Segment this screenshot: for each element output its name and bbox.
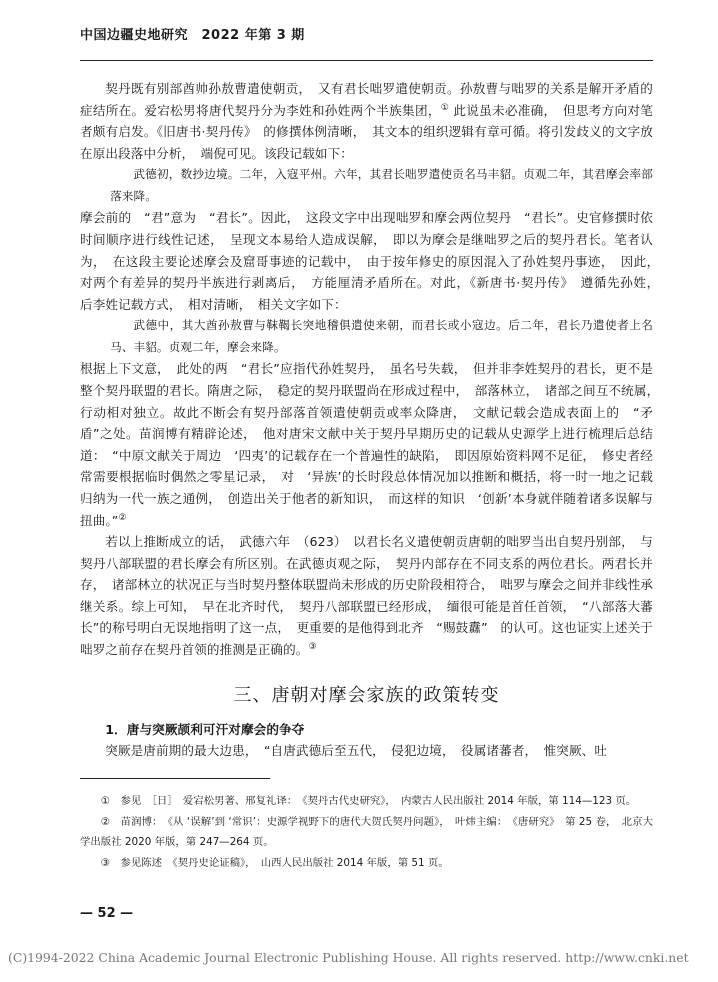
footnote-ref-3[interactable]: ③ [308,641,317,652]
block-quote-2: 武德中，其大酋孙敖曹与靺鞨长突地稽俱遣使来朝，而君长或小寇边。后二年，君长乃遣使者上名马、丰貂。贞观二年，摩会来降。 [110,318,653,354]
paragraph-3-text: 根据上下文意， 此处的两 “君长”应指代孙姓契丹， 虽名号失载， 但并非李姓契丹的君长，更不是整个契丹联盟的君长。隋唐之际， 稳定的契丹联盟尚在形成过程中， 部落林立， 诸部之间互不统属， 行动相对独立。故此不断会有契丹部落首领遣使朝贡或率众降唐， 文献记载会造成表面上的 “矛盾”之处。苗润博有精辟论述， 他对唐宋文献中关于契丹早期历史的记载从史源学上进行梳理后总结道： “中原文献关于周边 ‘四夷’的记载存在一个普遍性的缺陷， 即因原始资料网不足征， 修史者经常需要根据临时偶然之零星记录， 对 ‘异族’的长时段总体情况加以推断和概括，将一时一地之记载归纳为一代一族之通例， 创造出关于他者的新知识， 而这样的知识 ‘创新’本身就伴随着诸多误解与扭曲。” [80,361,666,528]
running-header: 中国边疆史地研究 2022 年第 3 期 [80,28,305,43]
block-quote-1: 武德初，数抄边境。二年，入寇平州。六年，其君长咄罗遣使贡名马丰貂。贞观二年，其君摩会率部落来降。 [110,167,653,203]
paragraph-2: 摩会前的 “君”意为 “君长”。因此， 这段文字中出现咄罗和摩会两位契丹 “君长”。史官修撰时依时间顺序进行线性记述， 呈现文本易给人造成误解， 即以为摩会是继咄罗之后的契丹君长。笔者认为， 在这段主要论述摩会及窟哥事迹的记载中， 由于按年修史的原因混入了孙姓契丹事迹， 因此， 对两个有差异的契丹半族进行剥离后， 方能厘清矛盾所在。对此，《新唐书·契丹传》 遵循先孙姓， 后李姓记载方式， 相对清晰， 相关文字如下： [80,210,666,312]
paragraph-1-text-end: 此说虽未必准确， 但思考方向对笔者颇有启发。《旧唐书·契丹传》 的修撰体例清晰， 其文本的组织逻辑有章可循。将引发歧义的文字放在原出段落中分析， 端倪可见。该段记载如下： [80,102,653,161]
footnote-2: ② 苗润博： 《从 ‘误解’到 ‘常识’：史源学视野下的唐代大贺氏契丹问题》， 叶炜主编： 《唐研究》 第 25 卷， 北京大学出版社 2020 年版，第 247—264 页。 [80,816,653,848]
section-heading: 三、唐朝对摩会家族的政策转变 [233,684,500,706]
footnote-3: ③ 参见陈述 《契丹史论证稿》， 山西人民出版社 2014 年版，第 51 页。 [100,857,449,870]
article-body [80,78,666,762]
footnote-ref-1[interactable]: ① [440,102,450,113]
footnote-rule [80,778,270,779]
paragraph-3 [80,358,666,531]
section-paragraph: 突厥是唐前期的最大边患， “自唐武德后至五代， 侵犯边境， 役属诸蕃者， 惟突厥、吐 [105,743,608,759]
paragraph-1-text: 契丹既有别部酋帅孙敖曹遣使朝贡， 又有君长咄罗遣使朝贡。孙敖曹与咄罗的关系是解开矛盾的症结所在。爱宕松男将唐代契丹分为李姓和孙姓两个半族集团， [80,81,653,118]
footnote-ref-2[interactable]: ② [118,512,127,523]
subsection-heading: 1．唐与突厥颉利可汗对摩会的争夺 [105,721,305,737]
header-rule [80,60,653,61]
footnotes [80,792,653,876]
footnote-1: ① 参见 ［日］ 爱宕松男著、邢复礼译： 《契丹古代史研究》， 内蒙古人民出版社 2014 年版，第 114—123 页。 [100,795,637,807]
paragraph-1 [80,78,653,164]
copyright-watermark: (C)1994-2022 China Academic Journal Electronic Publishing House. All rights reserved. http://www.cnki.net [8,950,689,965]
paragraph-4-text: 若以上推断成立的话， 武德六年 （623） 以君长名义遣使朝贡唐朝的咄罗当出自契丹别部， 与契丹八部联盟的君长摩会有所区别。在武德贞观之际， 契丹内部存在不同支系的两位君长。两君长并存， 诸部林立的状况正与当时契丹整体联盟尚未形成的历史阶段相符合， 咄罗与摩会之间并非线性承继关系。综上可知， 早在北齐时代， 契丹八部联盟已经形成， 缅很可能是首任首领， “八部落大蕃长”的称号明白无误地指明了这一点， 更重要的是他得到北齐 “赐鼓纛” 的认可。这也证实上述关于咄罗之前存在契丹首领的推测是正确的。 [80,534,653,658]
paragraph-4 [80,531,653,661]
page-number: — 52 — [80,906,134,921]
